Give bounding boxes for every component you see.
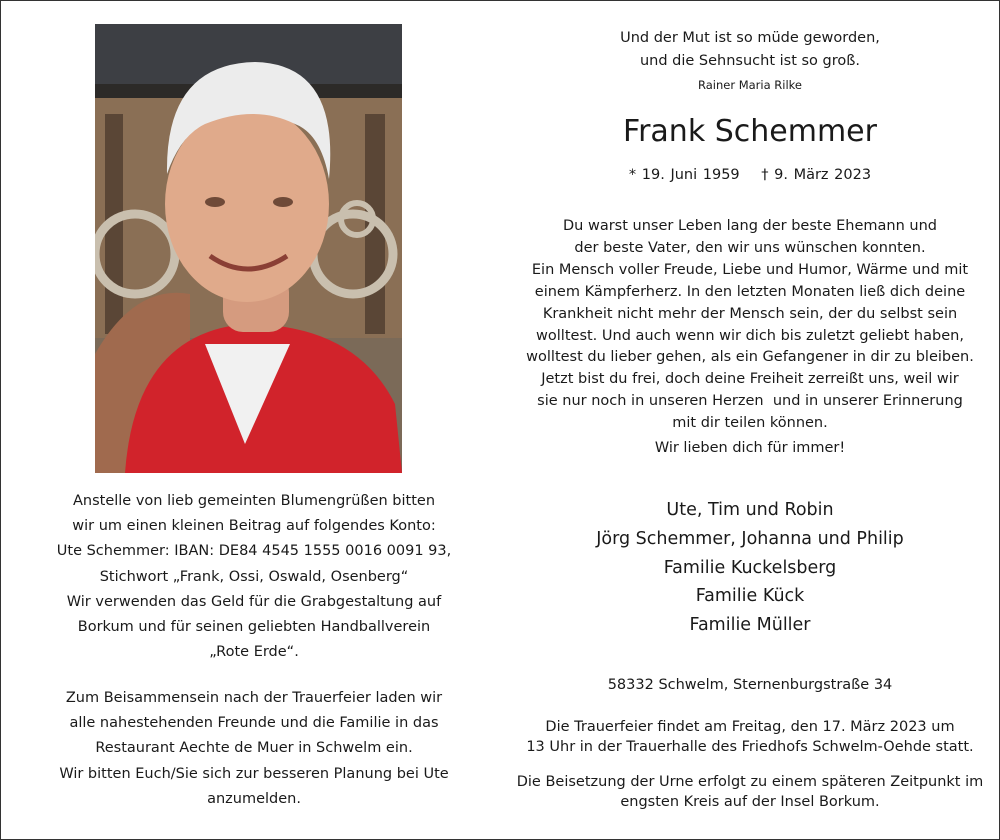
quote-block xyxy=(500,27,1000,96)
gathering-line: anzumelden. xyxy=(207,790,301,807)
tribute-text xyxy=(500,216,1000,435)
quote-author: Rainer Maria Rilke xyxy=(697,78,803,92)
donation-keyword-line: Stichwort „Frank, Ossi, Oswald, Osenberg“ xyxy=(99,568,409,585)
donation-request xyxy=(40,489,468,665)
gathering-line: Restaurant Aechte de Muer in Schwelm ein. xyxy=(95,740,413,757)
gathering-line: Zum Beisammensein nach der Trauerfeier laden wir xyxy=(65,690,443,706)
funeral-service-info xyxy=(500,717,1000,757)
address: 58332 Schwelm, Sternenburgstraße 34 xyxy=(607,677,893,693)
donation-line: Borkum und für seinen geliebten Handballverein xyxy=(77,619,431,636)
urn-line: engsten Kreis auf der Insel Borkum. xyxy=(620,794,880,810)
donation-iban-line: Ute Schemmer: IBAN: DE84 4545 1555 0016 0091 93, xyxy=(56,543,452,560)
tribute-line: einem Kämpferherz. In den letzten Monaten ließ dich deine xyxy=(534,283,966,300)
tribute-line: mit dir teilen können. xyxy=(672,415,828,432)
donation-line: wir um einen kleinen Beitrag auf folgendes Konto: xyxy=(72,518,436,535)
donation-line: Anstelle von lieb gemeinten Blumengrüßen bitten xyxy=(72,493,436,509)
portrait-photo xyxy=(95,24,402,473)
gathering-invitation xyxy=(40,686,468,812)
tribute-closing: Wir lieben dich für immer! xyxy=(654,440,846,456)
mourner-name: Familie Kück xyxy=(695,586,805,607)
tribute-line: wolltest du lieber gehen, als ein Gefangener in dir zu bleiben. xyxy=(526,349,974,366)
donation-line: Wir verwenden das Geld für die Grabgestaltung auf xyxy=(66,593,442,610)
tribute-line: sie nur noch in unseren Herzen und in unserer Erinnerung xyxy=(537,393,963,410)
mourners-list xyxy=(500,496,1000,640)
tribute-line: Ein Mensch voller Freude, Liebe und Humor, Wärme und mit xyxy=(531,261,969,278)
urn-burial-info xyxy=(500,772,1000,812)
tribute-line: wolltest. Und auch wenn wir dich bis zuletzt geliebt haben, xyxy=(536,327,964,344)
tribute-line: der beste Vater, den wir uns wünschen konnten. xyxy=(574,239,926,256)
service-line: 13 Uhr in der Trauerhalle des Friedhofs Schwelm-Oehde statt. xyxy=(526,739,974,755)
gathering-line: Wir bitten Euch/Sie sich zur besseren Planung bei Ute xyxy=(59,765,449,782)
mourner-name: Ute, Tim und Robin xyxy=(666,500,834,520)
mourner-name: Familie Kuckelsberg xyxy=(663,557,837,578)
service-line: Die Trauerfeier findet am Freitag, den 17. März 2023 um xyxy=(545,719,955,735)
urn-line: Die Beisetzung der Urne erfolgt zu einem späteren Zeitpunkt im xyxy=(516,774,984,790)
tribute-line: Du warst unser Leben lang der beste Ehemann und xyxy=(563,218,937,234)
deceased-name: Frank Schemmer xyxy=(623,114,877,149)
birth-date: * 19. Juni 1959 xyxy=(628,167,740,183)
quote-line: Und der Mut ist so müde geworden, xyxy=(620,30,880,46)
tribute-line: Jetzt bist du frei, doch deine Freiheit zerreißt uns, weil wir xyxy=(541,371,959,388)
gathering-line: alle nahestehenden Freunde und die Familie in das xyxy=(69,715,439,732)
mourner-name: Familie Müller xyxy=(689,615,811,636)
mourner-name: Jörg Schemmer, Johanna und Philip xyxy=(596,528,904,549)
donation-line: „Rote Erde“. xyxy=(209,644,299,661)
life-dates xyxy=(500,163,1000,187)
death-date: † 9. März 2023 xyxy=(761,167,872,183)
quote-line: und die Sehnsucht ist so groß. xyxy=(639,53,861,69)
tribute-line: Krankheit nicht mehr der Mensch sein, der du selbst sein xyxy=(542,305,958,322)
portrait-photo-icon xyxy=(95,24,402,473)
